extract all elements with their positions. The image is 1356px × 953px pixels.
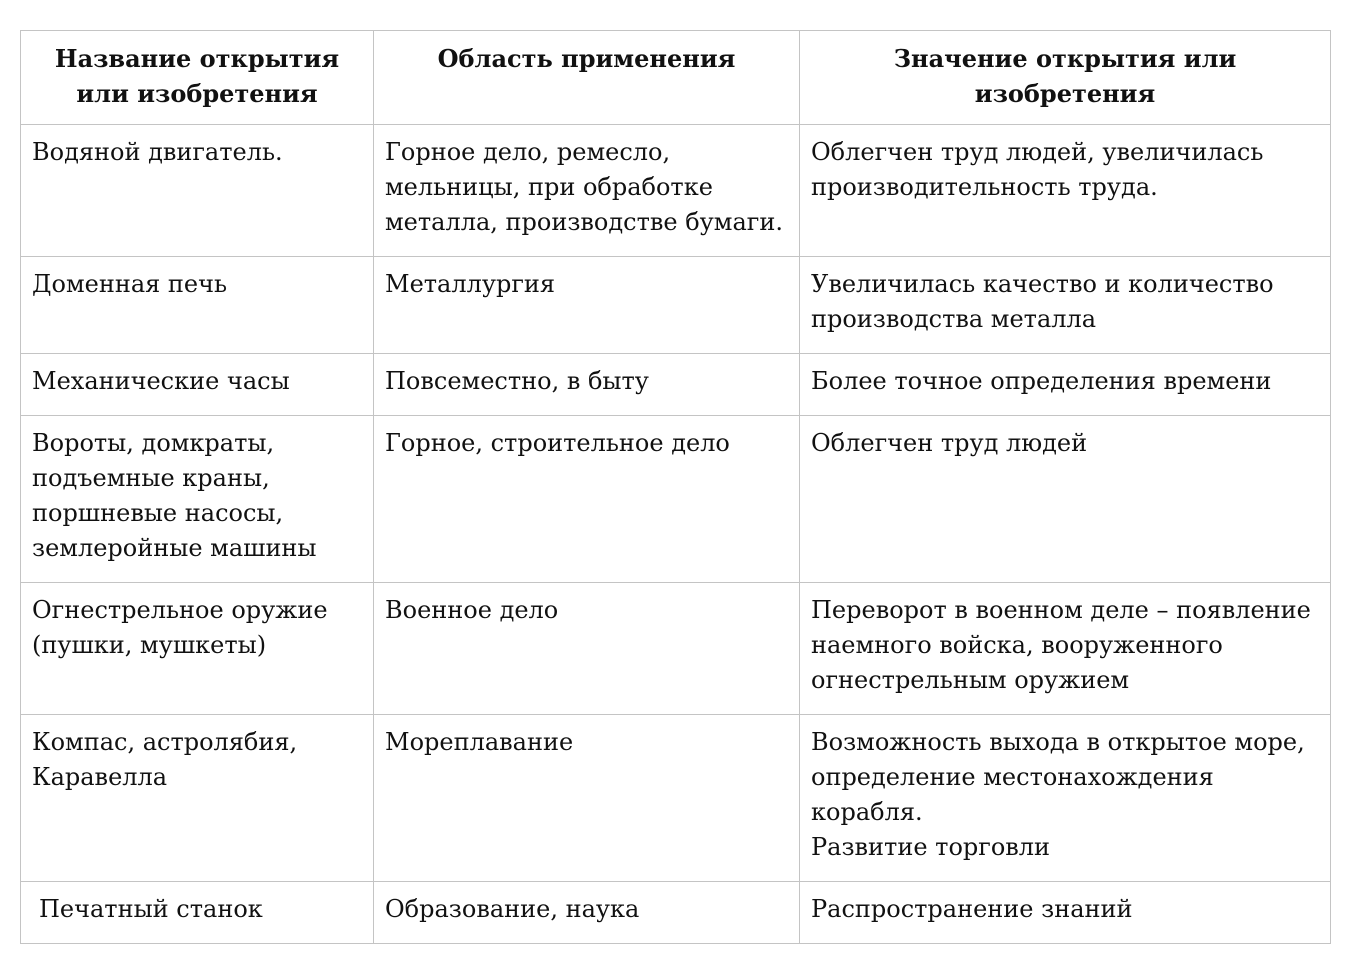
cell-application-area: Образование, наука [374, 882, 800, 944]
cell-application-area: Горное дело, ремесло, мельницы, при обработке металла, производстве бумаги. [374, 125, 800, 257]
cell-invention-name: Печатный станок [21, 882, 374, 944]
table-row [21, 882, 1331, 944]
header-significance: Значение открытия или изобретения [800, 31, 1331, 125]
cell-significance: Облегчен труд людей [800, 416, 1331, 583]
table-row [21, 125, 1331, 257]
cell-invention-name: Вороты, домкраты, подъемные краны, поршневые насосы, землеройные машины [21, 416, 374, 583]
cell-application-area: Горное, строительное дело [374, 416, 800, 583]
table-row [21, 257, 1331, 354]
cell-invention-name: Механические часы [21, 354, 374, 416]
cell-application-area: Металлургия [374, 257, 800, 354]
table-row [21, 715, 1331, 882]
cell-significance: Облегчен труд людей, увеличилась производительность труда. [800, 125, 1331, 257]
table-header-row [21, 31, 1331, 125]
cell-application-area: Мореплавание [374, 715, 800, 882]
cell-invention-name: Компас, астролябия, Каравелла [21, 715, 374, 882]
cell-invention-name: Огнестрельное оружие (пушки, мушкеты) [21, 583, 374, 715]
cell-application-area: Повсеместно, в быту [374, 354, 800, 416]
table-row [21, 416, 1331, 583]
table-row [21, 354, 1331, 416]
cell-significance: Увеличилась качество и количество производства металла [800, 257, 1331, 354]
inventions-table [20, 30, 1331, 944]
cell-invention-name: Водяной двигатель. [21, 125, 374, 257]
table-row [21, 583, 1331, 715]
cell-significance: Распространение знаний [800, 882, 1331, 944]
cell-invention-name: Доменная печь [21, 257, 374, 354]
cell-application-area: Военное дело [374, 583, 800, 715]
cell-significance: Возможность выхода в открытое море, определение местонахождения корабля. Развитие торговли [800, 715, 1331, 882]
cell-significance: Более точное определения времени [800, 354, 1331, 416]
header-invention-name: Название открытия или изобретения [21, 31, 374, 125]
header-application-area: Область применения [374, 31, 800, 125]
cell-significance: Переворот в военном деле – появление наемного войска, вооруженного огнестрельным оружием [800, 583, 1331, 715]
